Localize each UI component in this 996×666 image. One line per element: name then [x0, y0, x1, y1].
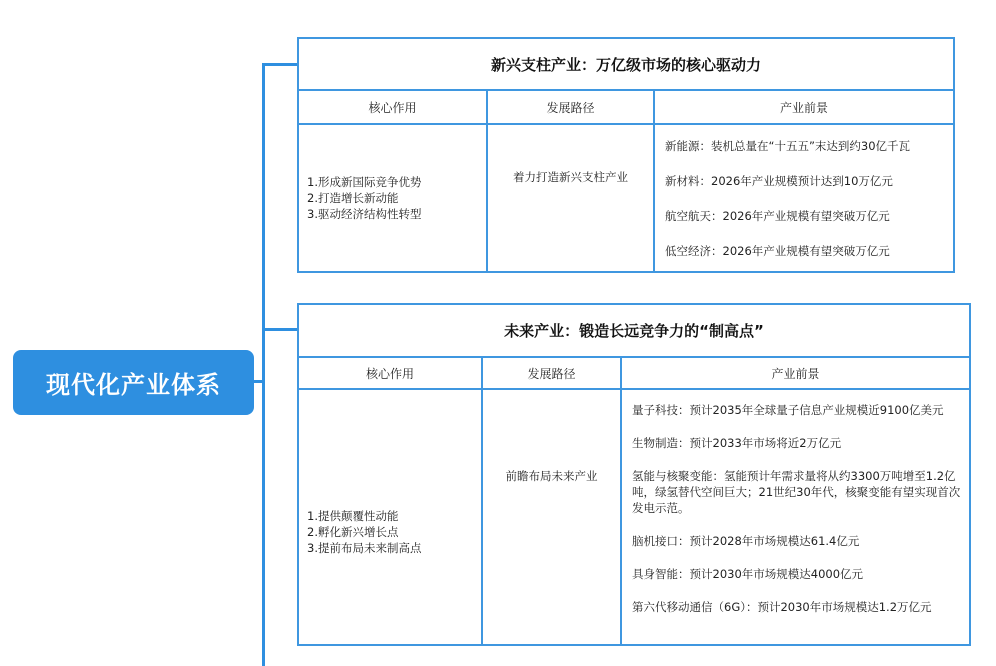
panel-title: 未来产业：锻造长远竞争力的“制高点”	[299, 305, 969, 358]
development-path-text: 前瞻布局未来产业	[505, 469, 598, 483]
list-item: 新材料：2026年产业规模预计达到10万亿元	[665, 174, 893, 188]
list-item: 新能源：装机总量在“十五五”末达到约30亿千瓦	[665, 139, 911, 153]
root-node	[13, 350, 254, 415]
development-path-cell	[481, 390, 620, 644]
list-item: 具身智能：预计2030年市场规模达4000亿元	[632, 567, 864, 581]
root-node-label: 现代化产业体系	[46, 371, 221, 399]
column-headers	[299, 91, 953, 125]
panel-body	[299, 390, 969, 644]
list-item: 氢能与核聚变能：氢能预计年需求量将从约3300万吨增至1.2亿吨，绿氢替代空间巨大；21世纪30年代，核聚变能有望实现首次发电示范。	[632, 469, 961, 515]
list-item: 1.形成新国际竞争优势	[307, 175, 422, 189]
header-industry-prospects: 产业前景	[653, 91, 953, 123]
industry-prospects-cell	[653, 125, 953, 271]
list-item: 生物制造：预计2033年市场将近2万亿元	[632, 436, 842, 450]
connector-branch-1	[262, 63, 298, 66]
list-item: 2.孵化新兴增长点	[307, 525, 399, 539]
panel-title: 新兴支柱产业：万亿级市场的核心驱动力	[299, 39, 953, 91]
list-item: 3.驱动经济结构性转型	[307, 207, 422, 221]
list-item: 量子科技：预计2035年全球量子信息产业规模近9100亿美元	[632, 403, 944, 417]
panel-body	[299, 125, 953, 271]
header-core-role: 核心作用	[368, 100, 417, 115]
list-item: 3.提前布局未来制高点	[307, 541, 422, 555]
connector-trunk	[262, 63, 265, 666]
core-role-cell	[299, 390, 481, 644]
header-development-path: 发展路径	[481, 358, 620, 388]
list-item: 第六代移动通信（6G）：预计2030年市场规模达1.2万亿元	[632, 600, 932, 614]
list-item: 2.打造增长新动能	[307, 191, 399, 205]
future-industries-panel	[297, 303, 971, 646]
list-item: 航空航天：2026年产业规模有望突破万亿元	[665, 209, 890, 223]
industry-prospects-cell	[620, 390, 969, 644]
header-development-path: 发展路径	[486, 91, 653, 123]
connector-branch-2	[262, 328, 298, 331]
header-core-role: 核心作用	[365, 366, 414, 381]
development-path-text: 着力打造新兴支柱产业	[513, 170, 628, 184]
list-item: 脑机接口：预计2028年市场规模达61.4亿元	[632, 534, 860, 548]
development-path-cell	[486, 125, 653, 271]
emerging-industries-panel	[297, 37, 955, 273]
header-industry-prospects: 产业前景	[620, 358, 969, 388]
list-item: 低空经济：2026年产业规模有望突破万亿元	[665, 244, 890, 258]
core-role-cell	[299, 125, 486, 271]
column-headers	[299, 358, 969, 390]
list-item: 1.提供颠覆性动能	[307, 509, 399, 523]
core-role-list	[307, 508, 421, 556]
core-role-list	[307, 174, 421, 222]
